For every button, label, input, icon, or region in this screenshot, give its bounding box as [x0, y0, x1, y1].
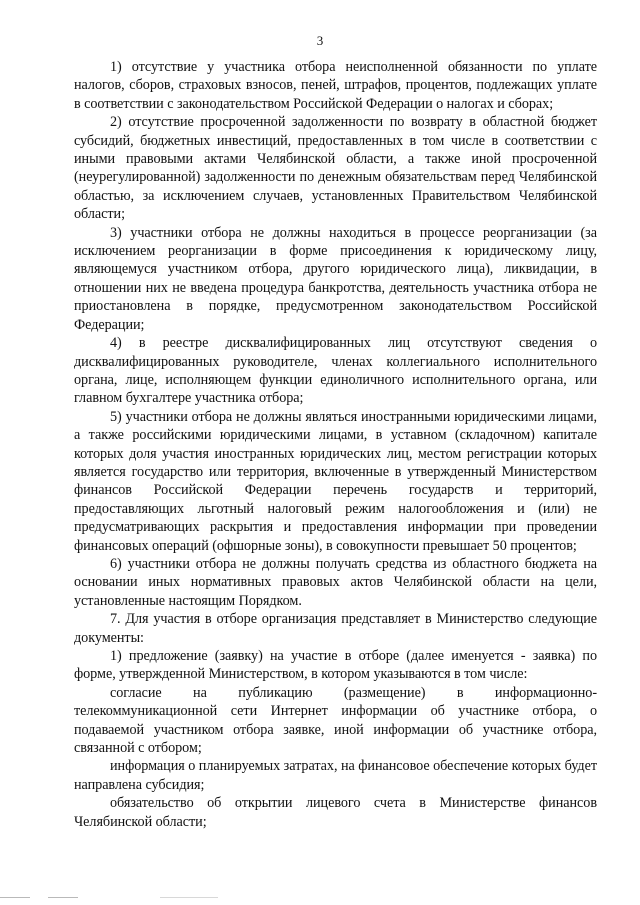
paragraph-item-1-no-tax-debt: 1) отсутствие у участника отбора неисполненной обязанности по уплате налогов, сборов, страховых взносов, пеней, штрафов, процентов, подлежащих уплате в соответствии с законодательством Российской Федерации о налогах и сборах; [74, 59, 597, 112]
paragraph-item-4-disqualified-registry: 4) в реестре дисквалифицированных лиц отсутствуют сведения о дисквалифицированных руководителе, членах коллегиального исполнительного органа, лице, исполняющем функции единоличного исполнительного органа, или главном бухгалтере участника отбора; [74, 335, 597, 407]
paragraph-account-obligation: обязательство об открытии лицевого счета в Министерстве финансов Челябинской области; [74, 795, 597, 830]
paragraph-item-2-no-overdue-debt: 2) отсутствие просроченной задолженности по возврату в областной бюджет субсидий, бюджетных инвестиций, предоставленных в том числе в соответствии с иными правовыми актами Челябинской области, а также иной просроченной (неурегулированной) задолженности по денежным обязательствам перед Челябинской областью, за исключением случаев, установленных Правительством Челябинской области; [74, 114, 597, 223]
paragraph-planned-costs: информация о планируемых затратах, на финансовое обеспечение которых будет направлена субсидия; [74, 758, 597, 793]
scan-artifact-line [0, 897, 30, 898]
page-number: 3 [316, 33, 324, 48]
paragraph-item-6-no-other-funding: 6) участники отбора не должны получать средства из областного бюджета на основании иных нормативных правовых актов Челябинской области на цели, установленные настоящим Порядком. [74, 555, 597, 609]
scan-artifact-line [160, 897, 218, 898]
paragraph-publication-consent: согласие на публикацию (размещение) в информационно-телекоммуникационной сети Интернет информации об участнике отбора, о подаваемой участником отбора заявке, иной информации об участнике отбора, связанной с отбором; [74, 684, 597, 757]
paragraph-section-7-documents: 7. Для участия в отборе организация представляет в Министерство следующие документы: [74, 611, 597, 646]
paragraph-application-form: 1) предложение (заявку) на участие в отборе (далее именуется - заявка) по форме, утвержденной Министерством, в котором указываются в том числе: [74, 648, 597, 683]
paragraph-item-5-foreign-entities: 5) участники отбора не должны являться иностранными юридическими лицами, а также российскими юридическими лицами, в уставном (складочном) капитале которых доля участия иностранных юридических лиц, местом регистрации которых является государство или территория, включенные в утвержденный Министерством финансов Российской Федерации перечень государств и территорий, предоставляющих льготный налоговый режим налогообложения и (или) не предусматривающих раскрытия и предоставления информации при проведении финансовых операций (офшорные зоны), в совокупности превышает 50 процентов; [74, 408, 597, 554]
paragraph-item-3-no-reorganization: 3) участники отбора не должны находиться в процессе реорганизации (за исключением реорганизации в форме присоединения к юридическому лицу, являющемуся участником отбора, другого юридического лица), ликвидации, в отношении них не введена процедура банкротства, деятельность участника отбора не приостановлена в порядке, предусмотренном законодательством Российской Федерации; [74, 224, 597, 333]
scan-artifact-line [48, 897, 78, 898]
document-body [74, 58, 597, 831]
